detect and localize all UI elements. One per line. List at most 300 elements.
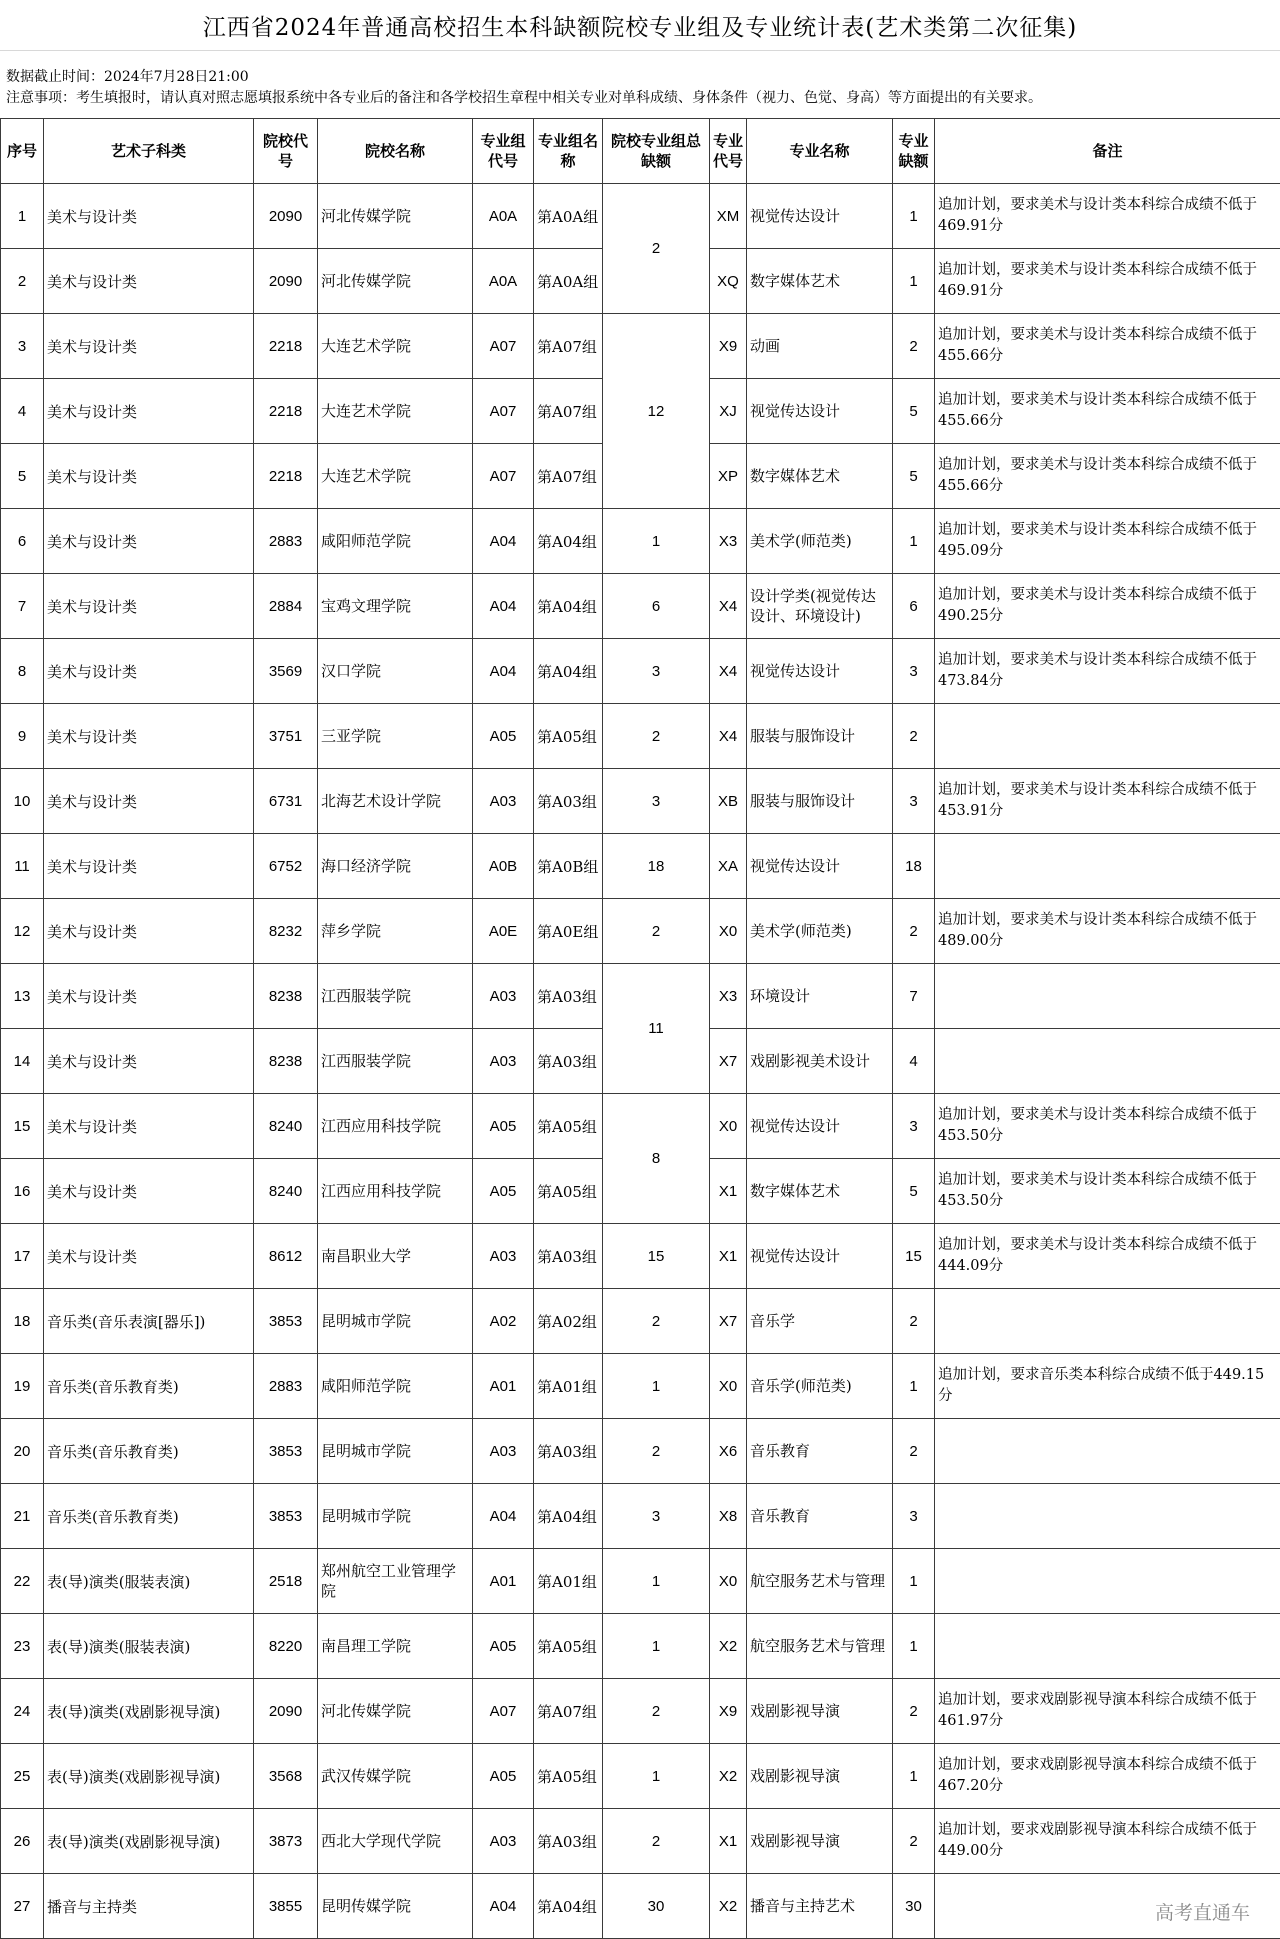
table-row bbox=[1, 1419, 1280, 1484]
header-school-code: 院校代号 bbox=[254, 119, 318, 184]
cell-school-code: 3855 bbox=[254, 1874, 318, 1939]
cell-category: 表(导)演类(服装表演) bbox=[44, 1549, 254, 1614]
cell-school-code: 3853 bbox=[254, 1484, 318, 1549]
cell-school-code: 8240 bbox=[254, 1094, 318, 1159]
cell-school-name: 武汉传媒学院 bbox=[318, 1744, 473, 1809]
cell-school-code: 2090 bbox=[254, 249, 318, 314]
cell-school-name: 海口经济学院 bbox=[318, 834, 473, 899]
cell-group-name: 第A03组 bbox=[534, 1809, 603, 1874]
cell-group-name: 第A03组 bbox=[534, 964, 603, 1029]
cell-group-name: 第A01组 bbox=[534, 1549, 603, 1614]
cell-group-code: A03 bbox=[473, 1419, 534, 1484]
cell-school-code: 2218 bbox=[254, 314, 318, 379]
cell-school-name: 南昌理工学院 bbox=[318, 1614, 473, 1679]
cell-group-total: 3 bbox=[603, 1484, 710, 1549]
header-major-vacancy: 专业缺额 bbox=[893, 119, 935, 184]
cell-category: 美术与设计类 bbox=[44, 1094, 254, 1159]
cell-school-code: 8240 bbox=[254, 1159, 318, 1224]
cell-school-code: 2883 bbox=[254, 509, 318, 574]
cell-remark: 追加计划，要求美术与设计类本科综合成绩不低于453.50分 bbox=[935, 1159, 1280, 1224]
cell-no: 5 bbox=[1, 444, 44, 509]
cell-group-total: 1 bbox=[603, 1354, 710, 1419]
table-row bbox=[1, 1744, 1280, 1809]
cell-school-name: 河北传媒学院 bbox=[318, 1679, 473, 1744]
cell-group-code: A04 bbox=[473, 639, 534, 704]
cell-major-vacancy: 3 bbox=[893, 1484, 935, 1549]
cell-school-code: 2218 bbox=[254, 379, 318, 444]
cell-group-name: 第A05组 bbox=[534, 1094, 603, 1159]
cell-no: 4 bbox=[1, 379, 44, 444]
cell-group-name: 第A04组 bbox=[534, 1484, 603, 1549]
cell-school-code: 3751 bbox=[254, 704, 318, 769]
cell-major-vacancy: 2 bbox=[893, 1419, 935, 1484]
cell-major-vacancy: 3 bbox=[893, 1094, 935, 1159]
cell-group-name: 第A0A组 bbox=[534, 184, 603, 249]
cell-school-name: 河北传媒学院 bbox=[318, 249, 473, 314]
cell-group-total: 1 bbox=[603, 509, 710, 574]
cell-group-total: 2 bbox=[603, 184, 710, 314]
cell-group-name: 第A04组 bbox=[534, 1874, 603, 1939]
cell-school-code: 2883 bbox=[254, 1354, 318, 1419]
cell-major-name: 戏剧影视导演 bbox=[747, 1809, 893, 1874]
cell-school-code: 6731 bbox=[254, 769, 318, 834]
cell-major-name: 美术学(师范类) bbox=[747, 899, 893, 964]
table-row bbox=[1, 834, 1280, 899]
cell-major-code: X7 bbox=[710, 1289, 747, 1354]
cell-school-name: 大连艺术学院 bbox=[318, 444, 473, 509]
cell-major-vacancy: 2 bbox=[893, 1809, 935, 1874]
table-body bbox=[1, 184, 1280, 1939]
cell-group-name: 第A0B组 bbox=[534, 834, 603, 899]
cell-group-total: 1 bbox=[603, 1744, 710, 1809]
cell-school-name: 江西应用科技学院 bbox=[318, 1159, 473, 1224]
cell-category: 表(导)演类(戏剧影视导演) bbox=[44, 1809, 254, 1874]
cell-major-code: X0 bbox=[710, 1094, 747, 1159]
cell-major-vacancy: 1 bbox=[893, 1744, 935, 1809]
table-row bbox=[1, 1614, 1280, 1679]
cell-category: 美术与设计类 bbox=[44, 184, 254, 249]
cell-school-code: 2218 bbox=[254, 444, 318, 509]
cell-category: 音乐类(音乐教育类) bbox=[44, 1354, 254, 1419]
cell-major-name: 视觉传达设计 bbox=[747, 1224, 893, 1289]
cell-major-vacancy: 2 bbox=[893, 704, 935, 769]
cell-major-vacancy: 1 bbox=[893, 184, 935, 249]
cell-school-name: 河北传媒学院 bbox=[318, 184, 473, 249]
cell-school-code: 3568 bbox=[254, 1744, 318, 1809]
cell-major-vacancy: 2 bbox=[893, 1679, 935, 1744]
cell-remark: 追加计划，要求美术与设计类本科综合成绩不低于473.84分 bbox=[935, 639, 1280, 704]
cell-major-name: 航空服务艺术与管理 bbox=[747, 1549, 893, 1614]
cell-school-code: 3853 bbox=[254, 1419, 318, 1484]
header-school-name: 院校名称 bbox=[318, 119, 473, 184]
cell-remark bbox=[935, 964, 1280, 1029]
cell-group-name: 第A07组 bbox=[534, 1679, 603, 1744]
cell-group-name: 第A05组 bbox=[534, 1744, 603, 1809]
cell-group-code: A03 bbox=[473, 1224, 534, 1289]
cell-group-code: A01 bbox=[473, 1549, 534, 1614]
data-cutoff-time: 数据截止时间：2024年7月28日21:00 bbox=[6, 69, 249, 85]
cell-remark: 追加计划，要求美术与设计类本科综合成绩不低于444.09分 bbox=[935, 1224, 1280, 1289]
cell-group-code: A05 bbox=[473, 1744, 534, 1809]
watermark-text: 高考直通车 bbox=[1154, 1902, 1250, 1924]
cell-major-vacancy: 1 bbox=[893, 1354, 935, 1419]
cell-major-name: 戏剧影视美术设计 bbox=[747, 1029, 893, 1094]
cell-major-code: X7 bbox=[710, 1029, 747, 1094]
cell-group-code: A04 bbox=[473, 1874, 534, 1939]
cell-group-name: 第A04组 bbox=[534, 509, 603, 574]
cell-major-vacancy: 3 bbox=[893, 769, 935, 834]
header-group-name: 专业组名称 bbox=[534, 119, 603, 184]
cell-group-name: 第A05组 bbox=[534, 704, 603, 769]
cell-no: 7 bbox=[1, 574, 44, 639]
cell-major-code: X8 bbox=[710, 1484, 747, 1549]
cell-no: 23 bbox=[1, 1614, 44, 1679]
cell-remark bbox=[935, 1419, 1280, 1484]
cell-group-code: A0A bbox=[473, 249, 534, 314]
cell-no: 26 bbox=[1, 1809, 44, 1874]
cell-major-code: X9 bbox=[710, 314, 747, 379]
cell-major-vacancy: 5 bbox=[893, 1159, 935, 1224]
cell-school-code: 2090 bbox=[254, 184, 318, 249]
cell-category: 音乐类(音乐表演[器乐]) bbox=[44, 1289, 254, 1354]
cell-school-name: 宝鸡文理学院 bbox=[318, 574, 473, 639]
cell-group-code: A07 bbox=[473, 314, 534, 379]
cell-group-code: A02 bbox=[473, 1289, 534, 1354]
cell-group-name: 第A02组 bbox=[534, 1289, 603, 1354]
cell-major-code: X2 bbox=[710, 1874, 747, 1939]
cell-group-total: 2 bbox=[603, 1809, 710, 1874]
cell-remark: 追加计划，要求美术与设计类本科综合成绩不低于453.50分 bbox=[935, 1094, 1280, 1159]
cell-major-vacancy: 1 bbox=[893, 249, 935, 314]
cell-group-code: A0A bbox=[473, 184, 534, 249]
cell-major-code: X4 bbox=[710, 574, 747, 639]
cell-category: 美术与设计类 bbox=[44, 1029, 254, 1094]
cell-no: 22 bbox=[1, 1549, 44, 1614]
cell-school-name: 西北大学现代学院 bbox=[318, 1809, 473, 1874]
cell-major-vacancy: 30 bbox=[893, 1874, 935, 1939]
cell-group-total: 2 bbox=[603, 1679, 710, 1744]
cell-group-name: 第A03组 bbox=[534, 1224, 603, 1289]
cell-remark: 追加计划，要求戏剧影视导演本科综合成绩不低于449.00分 bbox=[935, 1809, 1280, 1874]
cell-school-code: 8238 bbox=[254, 964, 318, 1029]
cell-group-total: 11 bbox=[603, 964, 710, 1094]
table-row bbox=[1, 1484, 1280, 1549]
cell-group-total: 2 bbox=[603, 1419, 710, 1484]
cell-major-name: 动画 bbox=[747, 314, 893, 379]
header-major-code: 专业代号 bbox=[710, 119, 747, 184]
cell-major-name: 数字媒体艺术 bbox=[747, 444, 893, 509]
cell-school-code: 8220 bbox=[254, 1614, 318, 1679]
cell-group-name: 第A05组 bbox=[534, 1159, 603, 1224]
table-row bbox=[1, 639, 1280, 704]
cell-group-name: 第A0A组 bbox=[534, 249, 603, 314]
cell-category: 音乐类(音乐教育类) bbox=[44, 1484, 254, 1549]
cell-no: 14 bbox=[1, 1029, 44, 1094]
cell-group-total: 3 bbox=[603, 769, 710, 834]
cell-group-total: 18 bbox=[603, 834, 710, 899]
cell-group-name: 第A0E组 bbox=[534, 899, 603, 964]
cell-major-code: X1 bbox=[710, 1224, 747, 1289]
cell-major-name: 设计学类(视觉传达设计、环境设计) bbox=[747, 574, 893, 639]
cell-no: 13 bbox=[1, 964, 44, 1029]
cell-group-code: A0B bbox=[473, 834, 534, 899]
notice-text: 注意事项：考生填报时，请认真对照志愿填报系统中各专业后的备注和各学校招生章程中相关专业对单科成绩、身体条件（视力、色觉、身高）等方面提出的有关要求。 bbox=[6, 90, 1042, 106]
cell-school-code: 2090 bbox=[254, 1679, 318, 1744]
cell-major-code: X0 bbox=[710, 1354, 747, 1419]
cell-group-total: 30 bbox=[603, 1874, 710, 1939]
cell-major-code: X0 bbox=[710, 1549, 747, 1614]
cell-school-code: 2884 bbox=[254, 574, 318, 639]
header-major-name: 专业名称 bbox=[747, 119, 893, 184]
cell-major-name: 航空服务艺术与管理 bbox=[747, 1614, 893, 1679]
cell-group-code: A04 bbox=[473, 1484, 534, 1549]
cell-major-vacancy: 5 bbox=[893, 379, 935, 444]
cell-group-total: 2 bbox=[603, 704, 710, 769]
cell-major-name: 美术学(师范类) bbox=[747, 509, 893, 574]
cell-group-name: 第A01组 bbox=[534, 1354, 603, 1419]
cell-school-name: 北海艺术设计学院 bbox=[318, 769, 473, 834]
cell-no: 8 bbox=[1, 639, 44, 704]
cell-group-name: 第A07组 bbox=[534, 314, 603, 379]
cell-major-vacancy: 7 bbox=[893, 964, 935, 1029]
header-category: 艺术子科类 bbox=[44, 119, 254, 184]
cell-group-code: A05 bbox=[473, 1159, 534, 1224]
table-row bbox=[1, 1874, 1280, 1939]
cell-group-name: 第A04组 bbox=[534, 574, 603, 639]
cell-category: 表(导)演类(服装表演) bbox=[44, 1614, 254, 1679]
table-row bbox=[1, 509, 1280, 574]
cell-school-name: 昆明城市学院 bbox=[318, 1484, 473, 1549]
cell-major-name: 视觉传达设计 bbox=[747, 639, 893, 704]
table-row bbox=[1, 1809, 1280, 1874]
cell-major-vacancy: 6 bbox=[893, 574, 935, 639]
cell-group-code: A07 bbox=[473, 1679, 534, 1744]
cell-school-name: 大连艺术学院 bbox=[318, 314, 473, 379]
page-title: 江西省2024年普通高校招生本科缺额院校专业组及专业统计表(艺术类第二次征集) bbox=[0, 0, 1280, 51]
cell-remark bbox=[935, 1614, 1280, 1679]
table-row bbox=[1, 1354, 1280, 1419]
cell-school-name: 三亚学院 bbox=[318, 704, 473, 769]
cell-major-vacancy: 2 bbox=[893, 899, 935, 964]
table-row bbox=[1, 1679, 1280, 1744]
cell-no: 27 bbox=[1, 1874, 44, 1939]
cell-major-name: 视觉传达设计 bbox=[747, 379, 893, 444]
cell-group-code: A03 bbox=[473, 769, 534, 834]
cell-remark bbox=[935, 1549, 1280, 1614]
cell-major-vacancy: 5 bbox=[893, 444, 935, 509]
cell-no: 6 bbox=[1, 509, 44, 574]
cell-major-code: X2 bbox=[710, 1744, 747, 1809]
cell-category: 表(导)演类(戏剧影视导演) bbox=[44, 1679, 254, 1744]
cell-group-total: 8 bbox=[603, 1094, 710, 1224]
cell-remark: 追加计划，要求美术与设计类本科综合成绩不低于455.66分 bbox=[935, 444, 1280, 509]
table-row bbox=[1, 184, 1280, 249]
cell-group-total: 1 bbox=[603, 1614, 710, 1679]
cell-remark: 追加计划，要求美术与设计类本科综合成绩不低于489.00分 bbox=[935, 899, 1280, 964]
cell-remark bbox=[935, 1029, 1280, 1094]
cell-group-code: A05 bbox=[473, 1094, 534, 1159]
cell-category: 美术与设计类 bbox=[44, 509, 254, 574]
header-no: 序号 bbox=[1, 119, 44, 184]
cell-major-code: X1 bbox=[710, 1809, 747, 1874]
cell-no: 21 bbox=[1, 1484, 44, 1549]
cell-school-code: 3853 bbox=[254, 1289, 318, 1354]
cell-major-vacancy: 1 bbox=[893, 509, 935, 574]
cell-category: 美术与设计类 bbox=[44, 899, 254, 964]
cell-category: 美术与设计类 bbox=[44, 444, 254, 509]
cell-major-code: X2 bbox=[710, 1614, 747, 1679]
cell-remark: 追加计划，要求美术与设计类本科综合成绩不低于490.25分 bbox=[935, 574, 1280, 639]
table-row bbox=[1, 964, 1280, 1029]
cell-major-code: XB bbox=[710, 769, 747, 834]
cell-category: 美术与设计类 bbox=[44, 769, 254, 834]
cell-remark: 追加计划，要求美术与设计类本科综合成绩不低于455.66分 bbox=[935, 379, 1280, 444]
cell-group-code: A0E bbox=[473, 899, 534, 964]
cell-category: 美术与设计类 bbox=[44, 964, 254, 1029]
cell-major-vacancy: 3 bbox=[893, 639, 935, 704]
cell-remark: 追加计划，要求美术与设计类本科综合成绩不低于469.91分 bbox=[935, 184, 1280, 249]
cell-category: 美术与设计类 bbox=[44, 574, 254, 639]
cell-group-code: A03 bbox=[473, 1809, 534, 1874]
cell-category: 音乐类(音乐教育类) bbox=[44, 1419, 254, 1484]
cell-no: 15 bbox=[1, 1094, 44, 1159]
cell-major-name: 音乐教育 bbox=[747, 1419, 893, 1484]
vacancy-table bbox=[0, 118, 1280, 1939]
cell-group-code: A03 bbox=[473, 964, 534, 1029]
cell-major-vacancy: 1 bbox=[893, 1549, 935, 1614]
cell-category: 美术与设计类 bbox=[44, 1224, 254, 1289]
cell-remark bbox=[935, 704, 1280, 769]
cell-major-name: 视觉传达设计 bbox=[747, 184, 893, 249]
cell-remark: 追加计划，要求美术与设计类本科综合成绩不低于455.66分 bbox=[935, 314, 1280, 379]
cell-category: 美术与设计类 bbox=[44, 639, 254, 704]
cell-major-name: 音乐教育 bbox=[747, 1484, 893, 1549]
cell-group-total: 12 bbox=[603, 314, 710, 509]
cell-major-name: 数字媒体艺术 bbox=[747, 249, 893, 314]
table-row bbox=[1, 314, 1280, 379]
cell-major-name: 服装与服饰设计 bbox=[747, 704, 893, 769]
header-group-code: 专业组代号 bbox=[473, 119, 534, 184]
cell-group-total: 1 bbox=[603, 1549, 710, 1614]
cell-group-name: 第A03组 bbox=[534, 769, 603, 834]
cell-major-name: 播音与主持艺术 bbox=[747, 1874, 893, 1939]
cell-no: 19 bbox=[1, 1354, 44, 1419]
cell-no: 25 bbox=[1, 1744, 44, 1809]
cell-major-code: X4 bbox=[710, 639, 747, 704]
cell-remark: 追加计划，要求戏剧影视导演本科综合成绩不低于461.97分 bbox=[935, 1679, 1280, 1744]
cell-group-total: 6 bbox=[603, 574, 710, 639]
cell-group-code: A07 bbox=[473, 379, 534, 444]
cell-major-name: 戏剧影视导演 bbox=[747, 1744, 893, 1809]
cell-major-name: 数字媒体艺术 bbox=[747, 1159, 893, 1224]
cell-school-code: 8232 bbox=[254, 899, 318, 964]
cell-no: 20 bbox=[1, 1419, 44, 1484]
cell-group-name: 第A03组 bbox=[534, 1419, 603, 1484]
cell-major-code: XP bbox=[710, 444, 747, 509]
cell-school-code: 3873 bbox=[254, 1809, 318, 1874]
cell-school-name: 咸阳师范学院 bbox=[318, 509, 473, 574]
cell-major-vacancy: 15 bbox=[893, 1224, 935, 1289]
cell-major-name: 戏剧影视导演 bbox=[747, 1679, 893, 1744]
table-row bbox=[1, 1549, 1280, 1614]
cell-category: 美术与设计类 bbox=[44, 834, 254, 899]
cell-group-name: 第A07组 bbox=[534, 444, 603, 509]
cell-major-code: X0 bbox=[710, 899, 747, 964]
cell-school-code: 3569 bbox=[254, 639, 318, 704]
cell-major-vacancy: 18 bbox=[893, 834, 935, 899]
cell-school-name: 昆明传媒学院 bbox=[318, 1874, 473, 1939]
cell-school-code: 2518 bbox=[254, 1549, 318, 1614]
cell-major-code: X9 bbox=[710, 1679, 747, 1744]
cell-no: 2 bbox=[1, 249, 44, 314]
cell-no: 3 bbox=[1, 314, 44, 379]
cell-remark bbox=[935, 1484, 1280, 1549]
cell-group-code: A05 bbox=[473, 704, 534, 769]
cell-category: 美术与设计类 bbox=[44, 379, 254, 444]
cell-school-name: 江西服装学院 bbox=[318, 964, 473, 1029]
cell-major-name: 视觉传达设计 bbox=[747, 834, 893, 899]
cell-school-name: 郑州航空工业管理学院 bbox=[318, 1549, 473, 1614]
cell-school-name: 萍乡学院 bbox=[318, 899, 473, 964]
cell-category: 美术与设计类 bbox=[44, 314, 254, 379]
cell-group-total: 2 bbox=[603, 899, 710, 964]
cell-no: 11 bbox=[1, 834, 44, 899]
cell-major-code: X1 bbox=[710, 1159, 747, 1224]
cell-school-name: 大连艺术学院 bbox=[318, 379, 473, 444]
cell-no: 12 bbox=[1, 899, 44, 964]
cell-school-name: 江西服装学院 bbox=[318, 1029, 473, 1094]
cell-category: 美术与设计类 bbox=[44, 249, 254, 314]
cell-school-name: 昆明城市学院 bbox=[318, 1419, 473, 1484]
cell-major-name: 音乐学 bbox=[747, 1289, 893, 1354]
cell-group-code: A04 bbox=[473, 574, 534, 639]
cell-no: 18 bbox=[1, 1289, 44, 1354]
cell-category: 播音与主持类 bbox=[44, 1874, 254, 1939]
cell-school-name: 南昌职业大学 bbox=[318, 1224, 473, 1289]
cell-major-vacancy: 1 bbox=[893, 1614, 935, 1679]
cell-major-vacancy: 2 bbox=[893, 314, 935, 379]
cell-group-name: 第A05组 bbox=[534, 1614, 603, 1679]
cell-major-code: XM bbox=[710, 184, 747, 249]
table-row bbox=[1, 769, 1280, 834]
cell-group-code: A07 bbox=[473, 444, 534, 509]
cell-group-code: A05 bbox=[473, 1614, 534, 1679]
cell-remark: 追加计划，要求音乐类本科综合成绩不低于449.15分 bbox=[935, 1354, 1280, 1419]
cell-remark bbox=[935, 834, 1280, 899]
table-header-row bbox=[1, 119, 1280, 184]
header-remark: 备注 bbox=[935, 119, 1280, 184]
cell-school-code: 8612 bbox=[254, 1224, 318, 1289]
cell-group-name: 第A04组 bbox=[534, 639, 603, 704]
table-row bbox=[1, 1224, 1280, 1289]
table-row bbox=[1, 1289, 1280, 1354]
header-group-total: 院校专业组总缺额 bbox=[603, 119, 710, 184]
cell-major-code: X6 bbox=[710, 1419, 747, 1484]
cell-category: 表(导)演类(戏剧影视导演) bbox=[44, 1744, 254, 1809]
cell-major-name: 服装与服饰设计 bbox=[747, 769, 893, 834]
cell-group-total: 15 bbox=[603, 1224, 710, 1289]
cell-major-name: 视觉传达设计 bbox=[747, 1094, 893, 1159]
cell-major-vacancy: 2 bbox=[893, 1289, 935, 1354]
table-row bbox=[1, 899, 1280, 964]
table-row bbox=[1, 1094, 1280, 1159]
cell-school-name: 咸阳师范学院 bbox=[318, 1354, 473, 1419]
cell-major-code: X3 bbox=[710, 964, 747, 1029]
cell-major-name: 环境设计 bbox=[747, 964, 893, 1029]
cell-no: 1 bbox=[1, 184, 44, 249]
cell-no: 10 bbox=[1, 769, 44, 834]
cell-school-code: 6752 bbox=[254, 834, 318, 899]
